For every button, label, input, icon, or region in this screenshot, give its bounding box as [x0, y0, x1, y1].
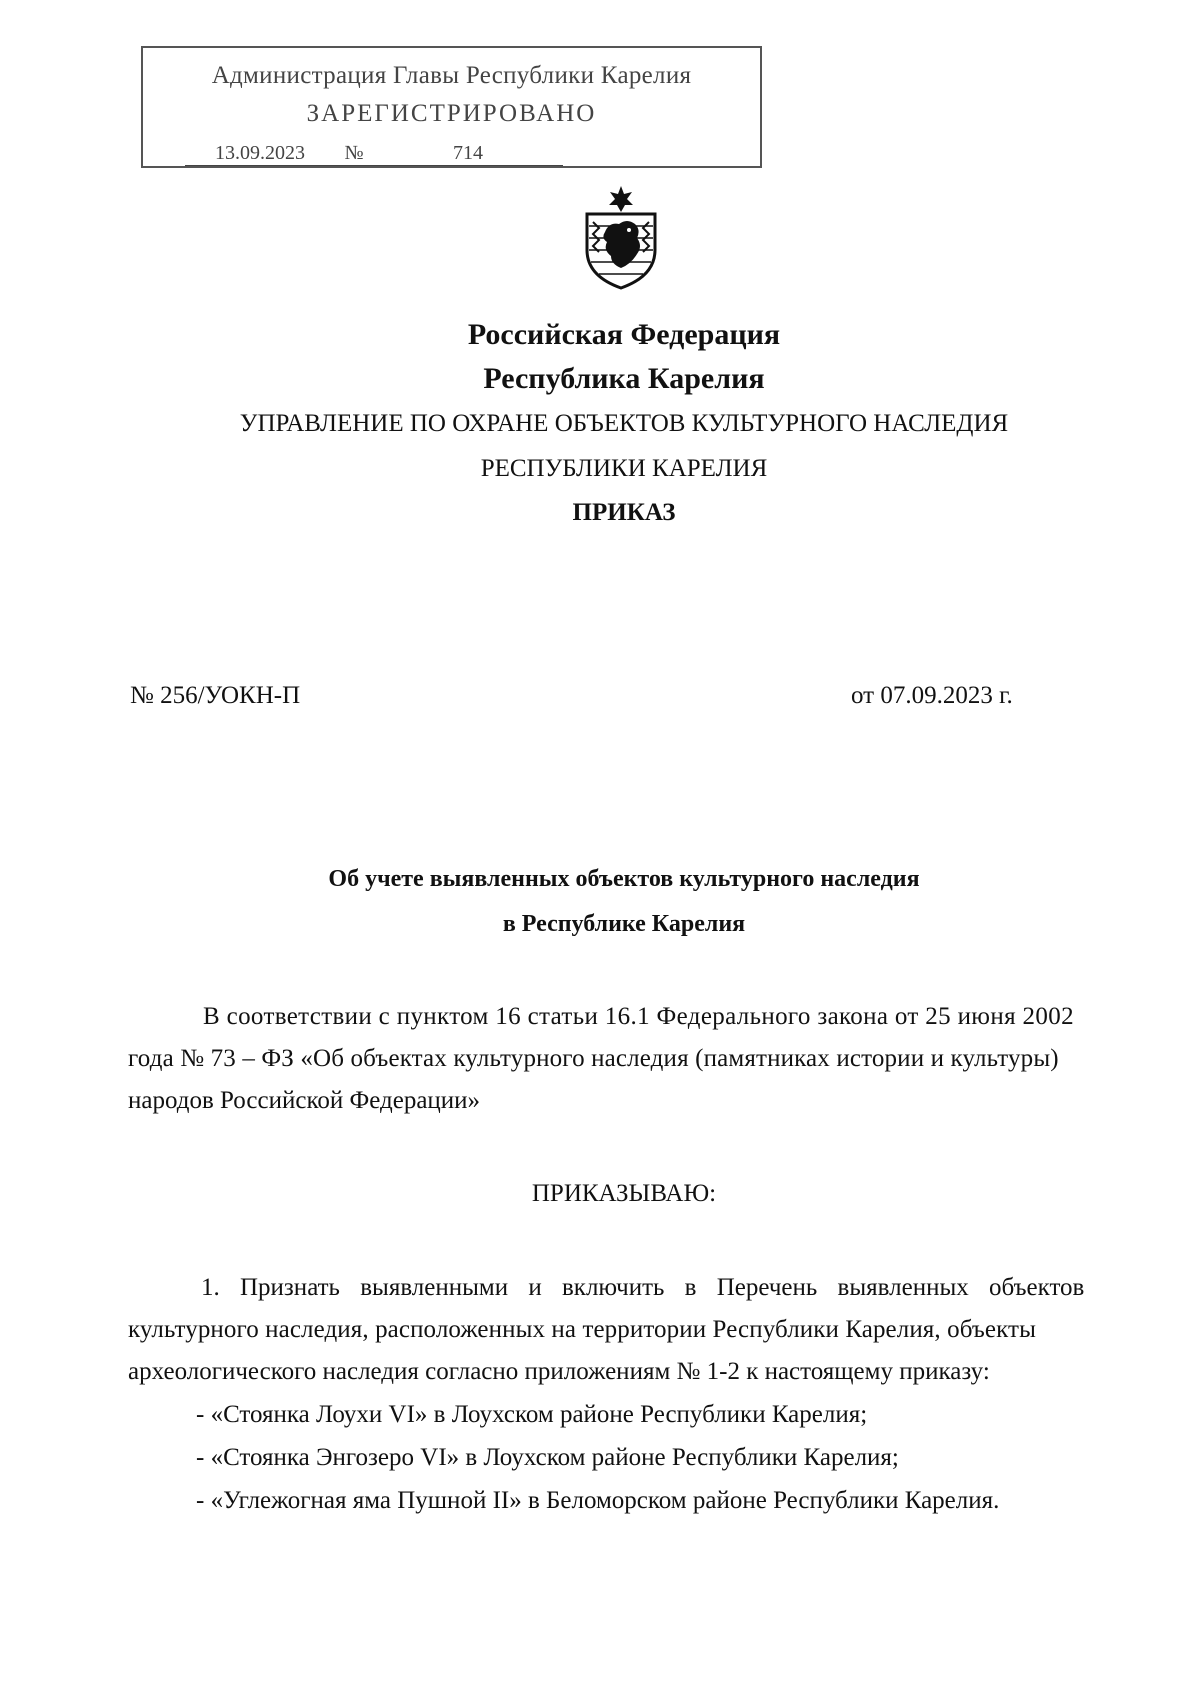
stamp-date: 13.09.2023: [185, 142, 335, 166]
registration-stamp: [141, 46, 762, 168]
header-agency-line2: РЕСПУБЛИКИ КАРЕЛИЯ: [480, 455, 768, 482]
stamp-registration-line: [185, 142, 563, 166]
order-title-line1: Об учете выявленных объектов культурного наследия: [328, 866, 920, 892]
karelia-coat-of-arms-icon: [581, 184, 661, 290]
order-number: № 256/УОКН-П: [130, 682, 301, 709]
list-item: - «Стоянка Лоухи VI» в Лоухском районе Республики Карелия;: [196, 1401, 868, 1428]
stamp-number-sign: №: [335, 142, 373, 166]
item1-line2: культурного наследия, расположенных на территории Республики Карелия, объекты: [128, 1316, 1036, 1343]
item1-line1: 1. Признать выявленными и включить в Перечень выявленных объектов: [201, 1274, 1085, 1301]
list-item: - «Стоянка Энгозеро VI» в Лоухском районе Республики Карелия;: [196, 1444, 899, 1471]
item1-line3: археологического наследия согласно приложениям № 1-2 к настоящему приказу:: [128, 1358, 990, 1385]
list-item: - «Углежогная яма Пушной II» в Беломорском районе Республики Карелия.: [196, 1487, 1000, 1514]
stamp-registered: ЗАРЕГИСТРИРОВАНО: [306, 100, 597, 127]
order-date: от 07.09.2023 г.: [851, 682, 1013, 709]
stamp-number: 714: [373, 142, 563, 166]
order-word: ПРИКАЗЫВАЮ:: [531, 1180, 717, 1207]
header-country: Российская Федерация: [467, 318, 781, 351]
header-agency-line1: УПРАВЛЕНИЕ ПО ОХРАНЕ ОБЪЕКТОВ КУЛЬТУРНОГО НАСЛЕДИЯ: [239, 410, 1009, 437]
order-title-line2: в Республике Карелия: [502, 911, 746, 937]
preamble-line1: В соответствии с пунктом 16 статьи 16.1 Федерального закона от 25 июня 2002: [203, 1003, 1074, 1030]
header-republic: Республика Карелия: [483, 362, 765, 395]
stamp-authority: Администрация Главы Республики Карелия: [211, 62, 692, 89]
preamble-line2: года № 73 – ФЗ «Об объектах культурного наследия (памятниках истории и культуры): [128, 1045, 1059, 1072]
document-type: ПРИКАЗ: [572, 499, 676, 526]
preamble-line3: народов Российской Федерации»: [128, 1087, 481, 1114]
